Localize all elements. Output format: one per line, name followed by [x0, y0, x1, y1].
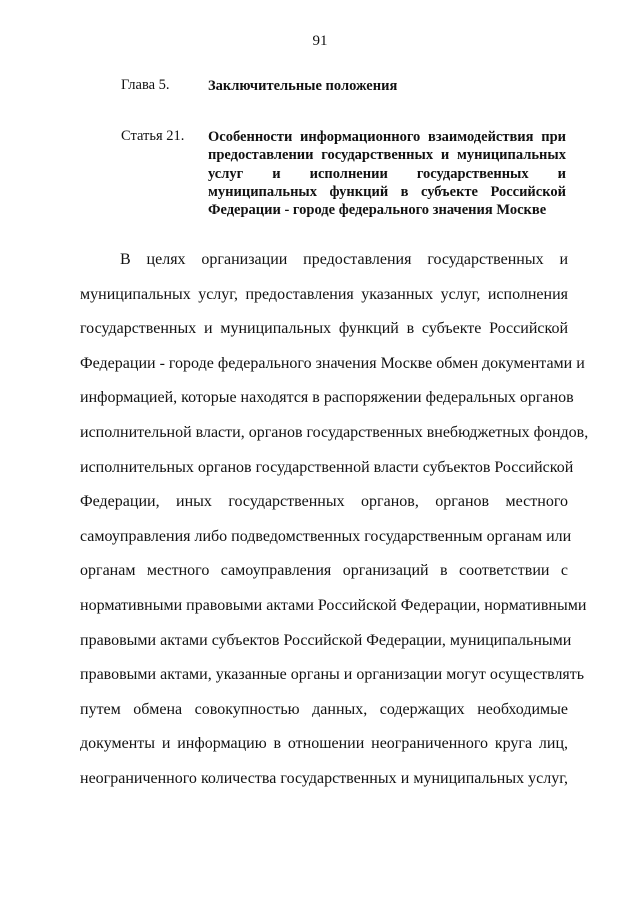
body-line: В целях организации предоставления государственных и	[120, 251, 568, 268]
article-title-line: Особенности информационного взаимодействия при	[208, 129, 566, 145]
body-line: документы и информацию в отношении неограниченного круга лиц,	[80, 735, 568, 753]
chapter-label: Глава 5.	[121, 77, 170, 93]
article-title-line: услуг и исполнении государственных и	[208, 165, 566, 182]
body-line: исполнительной власти, органов государственных внебюджетных фондов,	[80, 423, 589, 441]
body-line: исполнительных органов государственной власти субъектов Российской	[80, 458, 574, 476]
body-line: самоуправления либо подведомственных государственным органам или	[80, 527, 572, 545]
body-line: информацией, которые находятся в распоряжении федеральных органов	[80, 389, 574, 407]
body-line: государственных и муниципальных функций в субъекте Российской	[80, 320, 568, 338]
body-line: Федерации - городе федерального значения Москве обмен документами и	[80, 354, 585, 372]
body-line: нормативными правовыми актами Российской Федерации, нормативными	[80, 596, 587, 614]
body-line: муниципальных услуг, предоставления указанных услуг, исполнения	[80, 285, 568, 303]
chapter-title-line: Заключительные положения	[208, 78, 398, 94]
body-line: неограниченного количества государственных и муниципальных услуг,	[80, 769, 568, 787]
body-text	[80, 250, 589, 804]
article-title-line: предоставлении государственных и муниципальных	[208, 147, 566, 164]
article-label: Статья 21.	[121, 128, 185, 144]
body-line: путем обмена совокупностью данных, содержащих необходимые	[80, 700, 568, 718]
page-number: 91	[312, 33, 328, 49]
body-line: органам местного самоуправления организаций в соответствии с	[80, 562, 568, 580]
chapter-title	[208, 77, 566, 95]
body-line: Федерации, иных государственных органов, органов местного	[80, 493, 568, 511]
article-title-line: Федерации - городе федерального значения Москве	[208, 202, 547, 219]
article-title	[208, 128, 566, 219]
article-title-line: муниципальных функций в субъекте Российской	[208, 183, 566, 200]
body-line: правовыми актами субъектов Российской Федерации, муниципальными	[80, 631, 572, 649]
body-line: правовыми актами, указанные органы и организации могут осуществлять	[80, 666, 585, 684]
